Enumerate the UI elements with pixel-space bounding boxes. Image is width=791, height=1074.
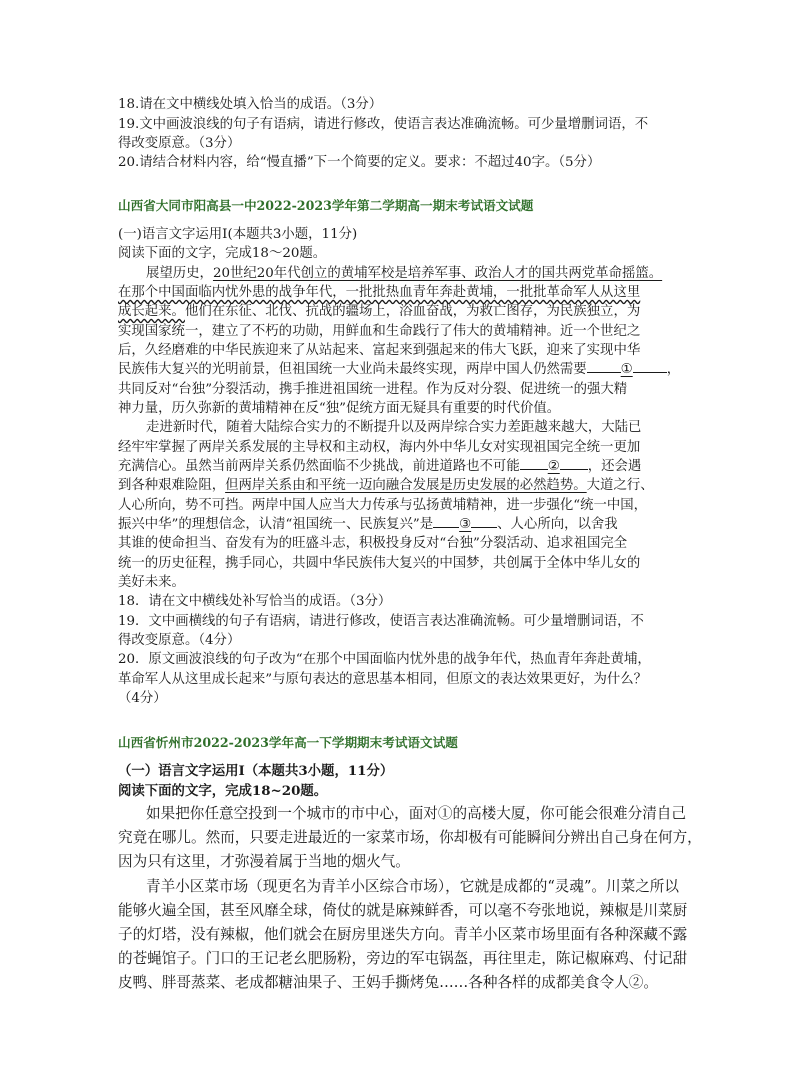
- wavy-sentence-end: 成长起来。: [118, 304, 185, 319]
- underlined-sentence-2: 但两岸关系由和平统一迈向融合发展是历史发展的必然趋势。: [225, 478, 587, 493]
- s1-question-19: 19．文中画横线的句子有语病，请进行修改，使语言表达准确流畅。可少量增删词语，不: [118, 614, 644, 629]
- s1-para2-line7: 其谁的使命担当、奋发有为的旺盛斗志，积极投身反对“台独”分裂活动、追求祖国完全: [118, 536, 628, 551]
- section-2-instruction: 阅读下面的文字，完成18~20题。: [118, 783, 328, 799]
- s2-para1-line2: 究竟在哪儿。然而，只要走进最近的一家菜市场，你却极有可能瞬间分辨出自己身在何方，: [118, 829, 702, 846]
- s1-para1-line4: 实现国家统一，建立了不朽的功勋，用鲜血和生命践行了伟大的黄埔精神。近一个世纪之: [118, 324, 641, 339]
- s1-question-20-score: （4分）: [118, 691, 167, 706]
- prev-question-18: 18.请在文中横线处填入恰当的成语。（3分）: [118, 97, 383, 112]
- s1-para2-line5: 人心所向，势不可挡。两岸中国人应当大力传承与弘扬黄埔精神，进一步强化“统一中国，: [118, 498, 648, 513]
- s1-para2-line1: 走进新时代，随着大陆综合实力的不断提升以及两岸综合实力差距越来越大，大陆已: [146, 420, 642, 435]
- s1-para1-line3: 成长起来。他们在东征、北伐、抗战的疆场上，浴血奋战，为救亡图存，为民族独立，为: [118, 304, 641, 319]
- s1-para1-line8: 神力量，历久弥新的黄埔精神在反“独”促统方面无疑具有重要的时代价值。: [118, 401, 561, 416]
- s2-para1-line3: 因为只有这里，才弥漫着属于当地的烟火气。: [118, 853, 410, 870]
- s1-para1-line1: 展望历史，20世纪20年代创立的黄埔军校是培养军事、政治人才的国共两党革命摇篮。: [146, 266, 663, 281]
- s1-para2-line6: 振兴中华”的理想信念，认清“祖国统一、民族复兴”是 ③ 、人心所向，以舍我: [118, 517, 618, 532]
- s1-question-20: 20．原文画波浪线的句子改为“在那个中国面临内忧外患的战争年代，热血青年奔赴黄埔，: [118, 652, 651, 667]
- blank-2-left: [520, 457, 548, 470]
- s1-question-20-cont: 革命军人从这里成长起来”与原句表达的意思基本相同，但原文的表达效果更好，为什么？: [118, 672, 648, 687]
- s2-para2-line4: 的苍蝇馆子。门口的王记老幺肥肠粉，旁边的军屯锅盔，再往里走，陈记椒麻鸡、付记甜: [118, 950, 688, 967]
- s1-para1-line6: 民族伟大复兴的光明前景，但祖国统一大业尚未最终实现，两岸中国人仍然需要 ① ，: [118, 362, 681, 377]
- prev-question-19: 19.文中画波浪线的句子有语病，请进行修改，使语言表达准确流畅。可少量增删词语，不: [118, 117, 649, 132]
- s1-para2-line2: 经牢牢掌握了两岸关系发展的主导权和主动权，海内外中华儿女对实现祖国完全统一更加: [118, 440, 641, 455]
- section-1-instruction: 阅读下面的文字，完成18～20题。: [118, 246, 327, 261]
- s1-para1-line2-wavy: 在那个中国面临内忧外患的战争年代，一批批热血青年奔赴黄埔，一批批革命军人从这里: [118, 285, 641, 300]
- blank-1-right: [633, 360, 667, 373]
- s1-para2-line9: 美好未来。: [118, 575, 185, 590]
- section-2-subheading: （一）语言文字运用Ⅰ（本题共3小题，11分）: [118, 763, 394, 779]
- s1-para2-line8: 统一的历史征程，携手同心，共圆中华民族伟大复兴的中国梦，共创属于全体中华儿女的: [118, 556, 641, 571]
- section-1-subheading: (一)语言文字运用Ⅰ(本题共3小题，11分): [118, 227, 358, 242]
- s1-question-19-cont: 得改变原意。（4分）: [118, 633, 241, 648]
- blank-3-left: [433, 515, 459, 528]
- blank-3-right: [471, 515, 497, 528]
- section-1-title: 山西省大同市阳高县一中2022-2023学年第二学期高一期末考试语文试题: [118, 198, 534, 213]
- section-2-title: 山西省忻州市2022-2023学年高一下学期期末考试语文试题: [118, 735, 458, 750]
- blank-1-marker: ①: [620, 362, 633, 377]
- prev-question-19-cont: 得改变原意。（3分）: [118, 136, 241, 151]
- blank-3-marker: ③: [459, 517, 472, 532]
- underlined-sentence: 20世纪20年代创立的黄埔军校是培养军事、政治人才的国共两党革命摇篮。: [212, 266, 663, 281]
- s1-para2-line3: 充满信心。虽然当前两岸关系仍然面临不少挑战，前进道路也不可能 ② ，还会遇: [118, 459, 642, 474]
- blank-2-marker: ②: [547, 459, 560, 474]
- s2-para2-line3: 子的灯塔，没有辣椒，他们就会在厨房里迷失方向。青羊小区菜市场里面有各种深藏不露: [118, 926, 688, 943]
- blank-2-right: [560, 457, 588, 470]
- s2-para2-line2: 能够火遍全国，甚至风靡全球，倚仗的就是麻辣鲜香，可以毫不夸张地说，辣椒是川菜厨: [118, 902, 688, 919]
- s1-para1-line7: 共同反对“台独”分裂活动，携手推进祖国统一进程。作为反对分裂、促进统一的强大精: [118, 382, 628, 397]
- s2-para2-line1: 青羊小区菜市场（现更名为青羊小区综合市场），它就是成都的“灵魂”。川菜之所以: [146, 878, 679, 895]
- s2-para1-line1: 如果把你任意空投到一个城市的市中心，面对①的高楼大厦，你可能会很难分清自己: [146, 805, 686, 822]
- blank-1-left: [587, 360, 621, 373]
- s1-para2-line4: 到各种艰难险阻，但两岸关系由和平统一迈向融合发展是历史发展的必然趋势。大道之行、: [118, 478, 654, 493]
- s1-para1-line5: 后，久经磨难的中华民族迎来了从站起来、富起来到强起来的伟大飞跃，迎来了实现中华: [118, 343, 641, 358]
- prev-question-20: 20.请结合材料内容，给“慢直播”下一个简要的定义。要求：不超过40字。（5分）: [118, 155, 601, 170]
- s2-para2-line5: 皮鸭、胖哥蒸菜、老成都糖油果子、王妈手撕烤兔……各种各样的成都美食令人②。: [118, 974, 658, 991]
- s1-question-18: 18．请在文中横线处补写恰当的成语。（3分）: [118, 594, 392, 609]
